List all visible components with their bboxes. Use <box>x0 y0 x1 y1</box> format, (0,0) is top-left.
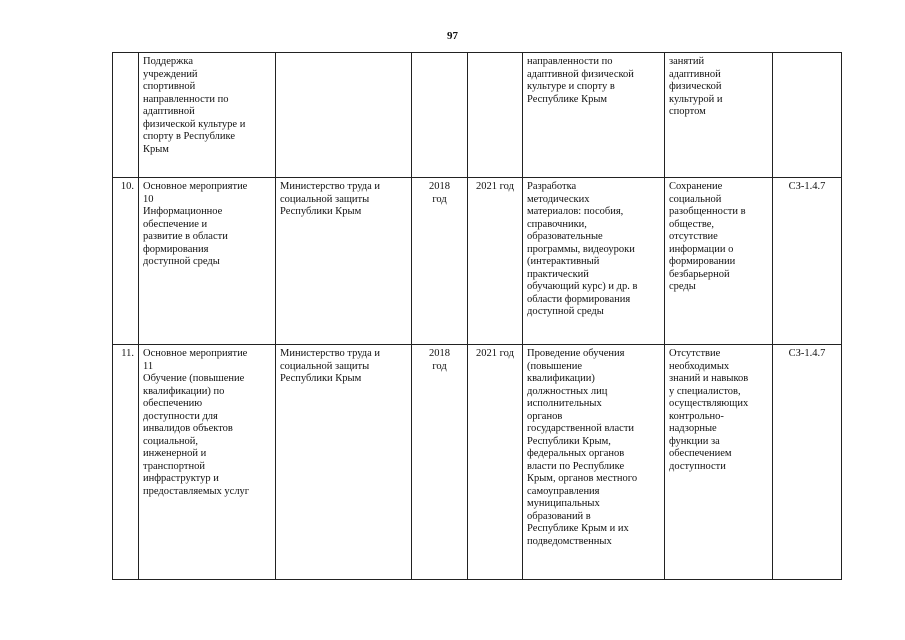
code-cell: СЗ-1.4.7 <box>773 345 842 580</box>
event-cell: Основное мероприятие 11 Обучение (повышение квалификации) по обеспечению доступности для инвалидов объектов социальной, инженерной и транспортной инфраструктур и предоставляемых услуг <box>139 345 276 580</box>
content-cell: Проведение обучения (повышение квалификации) должностных лиц исполнительных органов государственной власти Республики Крым, федеральных органов власти по Республике Крым, органов местного самоуправления муниципальных образований в Республике Крым и их подведомственных <box>523 345 665 580</box>
code-cell: СЗ-1.4.7 <box>773 178 842 345</box>
start-year-cell: 2018 год <box>412 178 468 345</box>
event-cell: Основное мероприятие 10 Информационное обеспечение и развитие в области формирования доступной среды <box>139 178 276 345</box>
end-year-cell <box>468 53 523 178</box>
end-year-cell: 2021 год <box>468 345 523 580</box>
page-number: 97 <box>447 30 458 42</box>
row-number: 10. <box>113 178 139 345</box>
content-cell: Разработка методических материалов: пособия, справочники, образовательные программы, видеоуроки (интерактивный практический обучающий курс) и др. в области формирования доступной среды <box>523 178 665 345</box>
start-year-cell <box>412 53 468 178</box>
content-cell: направленности по адаптивной физической культуре и спорту в Республике Крым <box>523 53 665 178</box>
table-row <box>113 178 842 345</box>
event-cell: Поддержка учреждений спортивной направленности по адаптивной физической культуре и спорту в Республике Крым <box>139 53 276 178</box>
result-cell: Сохранение социальной разобщенности в обществе, отсутствие информации о формировании безбарьерной среды <box>665 178 773 345</box>
row-number: 11. <box>113 345 139 580</box>
executor-cell: Министерство труда и социальной защиты Республики Крым <box>276 178 412 345</box>
result-cell: занятий адаптивной физической культурой и спортом <box>665 53 773 178</box>
table-row <box>113 345 842 580</box>
code-cell <box>773 53 842 178</box>
executor-cell: Министерство труда и социальной защиты Республики Крым <box>276 345 412 580</box>
program-table <box>112 52 842 580</box>
row-number <box>113 53 139 178</box>
result-cell: Отсутствие необходимых знаний и навыков у специалистов, осуществляющих контрольно- надзорные функции за обеспечением доступности <box>665 345 773 580</box>
start-year-cell: 2018 год <box>412 345 468 580</box>
table-row <box>113 53 842 178</box>
end-year-cell: 2021 год <box>468 178 523 345</box>
executor-cell <box>276 53 412 178</box>
